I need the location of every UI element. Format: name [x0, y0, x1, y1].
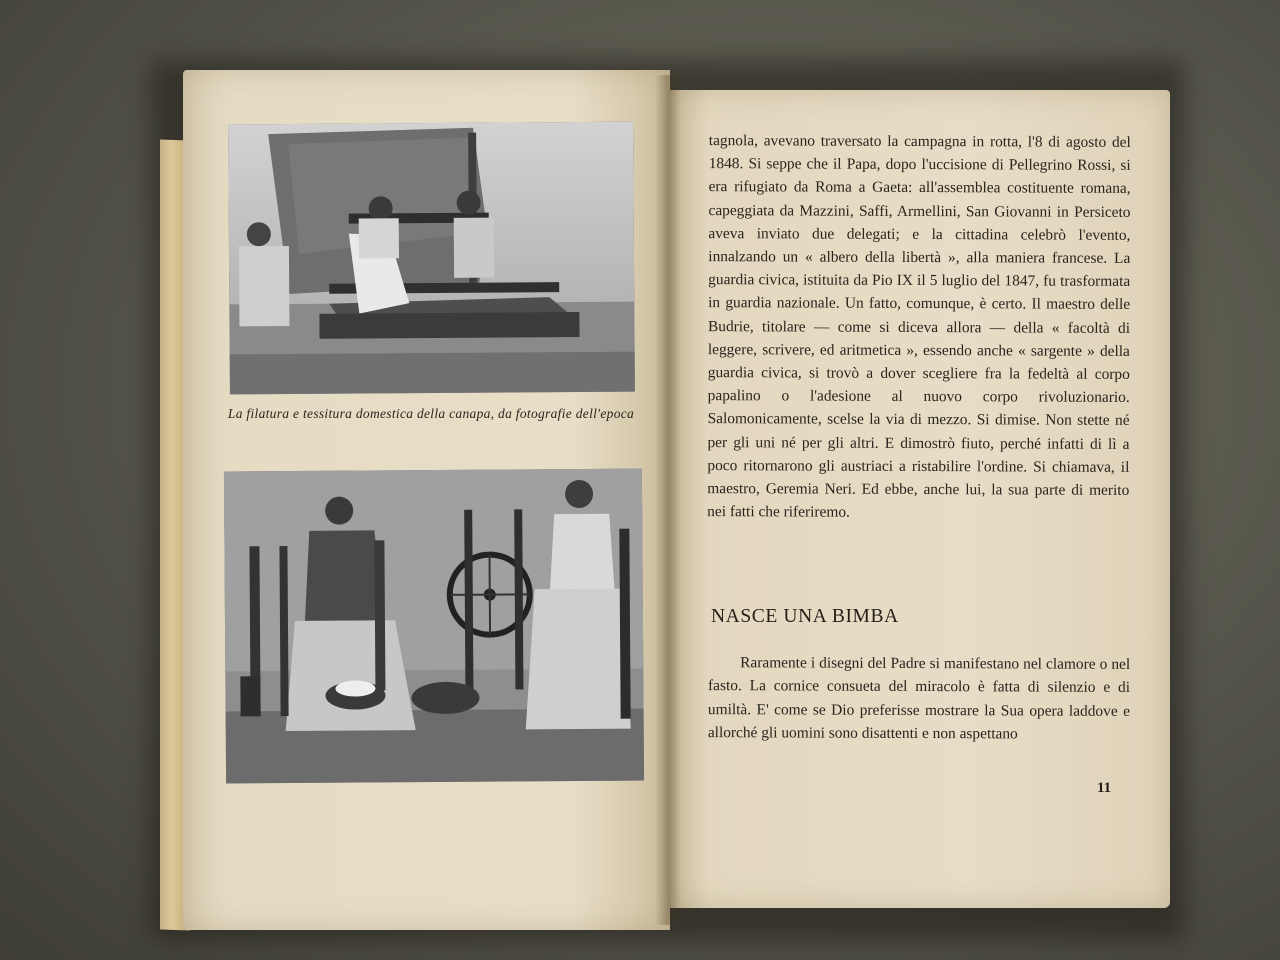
photo-caption: La filatura e tessitura domestica della canapa, da fotografie dell'epoca — [227, 406, 635, 421]
paragraph-2: Raramente i disegni del Padre si manifestano nel clamore o nel fasto. La cornice consueta del miracolo è fatta di silenzio e di umiltà. E' come se Dio preferisse mostrare la Sua opera laddove e allorché gli uomini sono disattenti e non aspettano — [707, 654, 1131, 743]
book-gutter — [655, 75, 681, 925]
body-text-2 — [708, 651, 1130, 746]
spinning-photo — [224, 469, 644, 784]
loom-photo — [228, 122, 635, 395]
paragraph-1: tagnola, avevano traversato la campagna in rotta, l'8 di agosto del 1848. Si seppe che il Papa, dopo l'uccisione di Pellegrino Rossi, si era rifugiato da Roma a Gaeta: all'assemblea costituente romana, capeggiata da Mazzini, Saffi, Armellini, San Giovanni in Persiceto aveva inviato due delegati; e la cittadina celebrò l'evento, innalzando un « albero della libertà », alla maniera francese. La guardia civica, istituita da Pio IX il 5 luglio del 1847, fu trasformata in guardia nazionale. Un fatto, comunque, è certo. Il maestro delle Budrie, titolare — come si diceva allora — della « facoltà di leggere, scrivere, ed aritmetica », essendo anche « sargente » della guardia civica, si trovò a dover scegliere fra la fedeltà al corpo papalino o l'adesione al nuovo corpo rivoluzionario. Salomonicamente, scelse la via di mezzo. Si dimise. Non stette né per gli uni né per gli altri. E dimostrò fiuto, perché infatti di lì a poco ritornarono gli austriaci a ristabilire l'ordine. Si chiamava, il maestro, Geremia Neri. Ed ebbe, anche lui, la sua parte di merito nei fatti che riferiremo. — [707, 132, 1131, 521]
body-text — [707, 129, 1131, 525]
page-number: 11 — [1097, 780, 1112, 796]
section-heading: NASCE UNA BIMBA — [711, 606, 899, 627]
